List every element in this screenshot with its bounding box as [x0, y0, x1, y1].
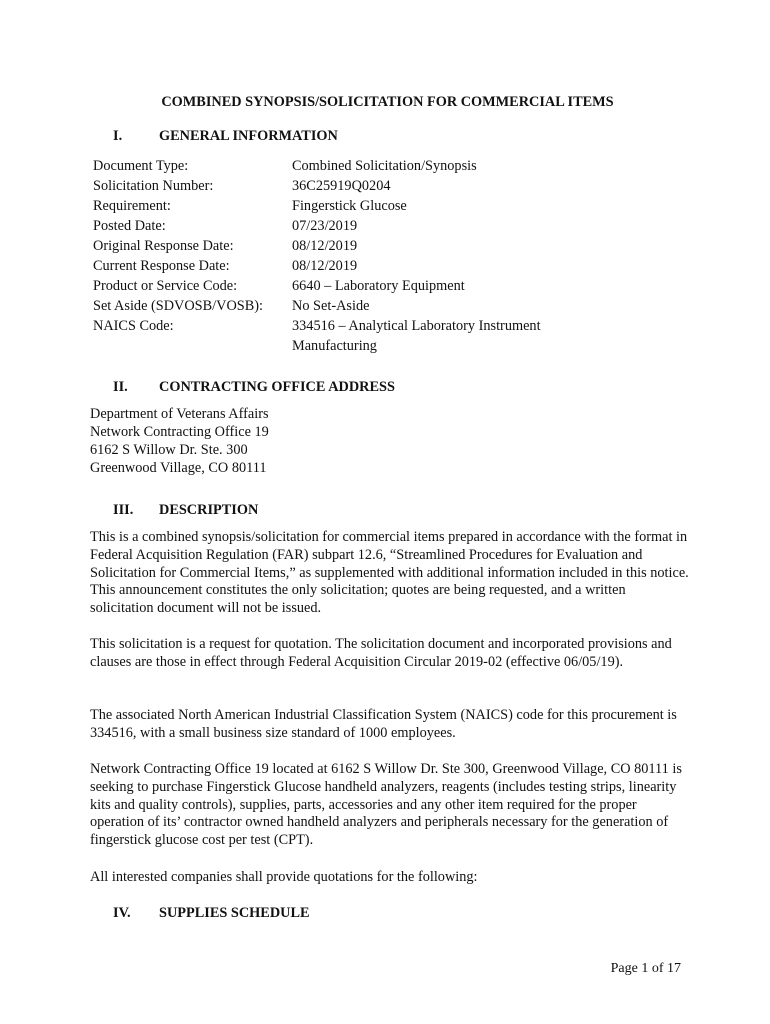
- address-line: 6162 S Willow Dr. Ste. 300: [90, 442, 248, 458]
- section-number: IV.: [113, 905, 131, 921]
- info-label: Requirement:: [93, 198, 171, 214]
- section-number: I.: [113, 128, 123, 144]
- info-row: [93, 316, 592, 356]
- description-paragraph: This is a combined synopsis/solicitation for commercial items prepared in accordance with the format in Federal Acquisition Regulation (FAR) subpart 12.6, “Streamlined Procedures for Evaluation and Solicitation for Commercial Items,” as supplemented with additional information included in this notice. This announcement constitutes the only solicitation; quotes are being requested, and a written solicitation document will not be issued.: [90, 529, 689, 617]
- section-title: SUPPLIES SCHEDULE: [159, 905, 310, 921]
- info-label: Document Type:: [93, 158, 189, 174]
- info-label: Original Response Date:: [93, 238, 234, 254]
- info-row: [93, 276, 592, 296]
- section-title: CONTRACTING OFFICE ADDRESS: [159, 379, 395, 395]
- section-heading-general-information: [113, 127, 338, 145]
- info-value: 08/12/2019: [292, 238, 358, 254]
- section-heading-contracting-office-address: [113, 378, 395, 396]
- info-label: Solicitation Number:: [93, 178, 214, 194]
- info-row: [93, 256, 592, 276]
- info-label: Current Response Date:: [93, 258, 230, 274]
- section-number: III.: [113, 502, 134, 518]
- document-title: COMBINED SYNOPSIS/SOLICITATION FOR COMMERCIAL ITEMS: [161, 94, 614, 110]
- general-information-table: [93, 156, 592, 356]
- address-line: Department of Veterans Affairs: [90, 406, 269, 422]
- info-row: [93, 196, 592, 216]
- section-title: GENERAL INFORMATION: [159, 128, 338, 144]
- description-paragraph: All interested companies shall provide quotations for the following:: [90, 869, 478, 885]
- section-heading-description: [113, 501, 258, 519]
- info-value: 36C25919Q0204: [292, 178, 391, 194]
- info-value: 07/23/2019: [292, 218, 358, 234]
- info-row: [93, 156, 592, 176]
- section-title: DESCRIPTION: [159, 502, 259, 518]
- section-heading-supplies-schedule: [113, 904, 310, 922]
- info-row: [93, 216, 592, 236]
- info-value: 6640 – Laboratory Equipment: [292, 278, 465, 294]
- info-row: [93, 296, 592, 316]
- info-label: NAICS Code:: [93, 318, 174, 334]
- info-value: 334516 – Analytical Laboratory Instrument Manufacturing: [292, 318, 541, 354]
- section-number: II.: [113, 379, 128, 395]
- info-value: Combined Solicitation/Synopsis: [292, 158, 477, 174]
- description-paragraph: The associated North American Industrial Classification System (NAICS) code for this procurement is 334516, with a small business size standard of 1000 employees.: [90, 707, 677, 741]
- info-value: No Set-Aside: [292, 298, 370, 314]
- page-number: Page 1 of 17: [610, 961, 681, 976]
- contracting-office-address: [90, 405, 269, 477]
- info-label: Set Aside (SDVOSB/VOSB):: [93, 298, 263, 314]
- info-value: Fingerstick Glucose: [292, 198, 407, 214]
- description-paragraph: This solicitation is a request for quotation. The solicitation document and incorporated provisions and clauses are those in effect through Federal Acquisition Circular 2019-02 (effective 06/05/19).: [90, 636, 672, 670]
- info-label: Posted Date:: [93, 218, 166, 234]
- address-line: Network Contracting Office 19: [90, 424, 269, 440]
- address-line: Greenwood Village, CO 80111: [90, 460, 267, 476]
- description-paragraph: Network Contracting Office 19 located at 6162 S Willow Dr. Ste 300, Greenwood Village, CO 80111 is seeking to purchase Fingerstick Glucose handheld analyzers, reagents (includes testing strips, linearity kits and quality controls), supplies, parts, accessories and any other item required for the proper operation of its’ contractor owned handheld analyzers and peripherals necessary for the generation of fingerstick glucose cost per test (CPT).: [90, 761, 682, 849]
- info-row: [93, 236, 592, 256]
- info-value: 08/12/2019: [292, 258, 358, 274]
- info-row: [93, 176, 592, 196]
- info-label: Product or Service Code:: [93, 278, 238, 294]
